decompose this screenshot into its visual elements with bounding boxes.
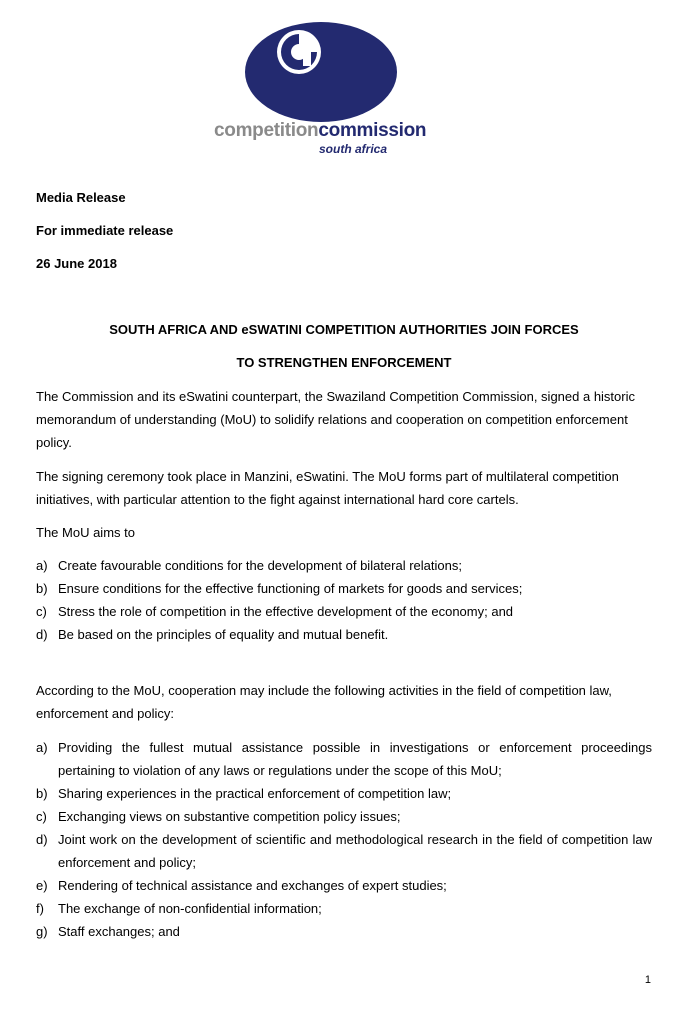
- list-item-label: c): [36, 809, 47, 824]
- immediate-release-label: For immediate release: [36, 223, 174, 238]
- list-item: [36, 736, 652, 782]
- list-item-text: Joint work on the development of scientific and methodological research in the field of competition law enforcement and policy;: [58, 832, 652, 870]
- list-item-label: b): [36, 786, 48, 801]
- list-item-label: f): [36, 901, 44, 916]
- list-item-label: g): [36, 924, 48, 939]
- list-item-label: a): [36, 558, 48, 573]
- list-item: [36, 897, 652, 920]
- media-release-label: Media Release: [36, 190, 126, 205]
- logo-subtitle: south africa: [319, 142, 388, 156]
- release-date: 26 June 2018: [36, 256, 117, 271]
- activities-list: [36, 736, 652, 943]
- list-item: [36, 782, 652, 805]
- paragraph-aims-intro: The MoU aims to: [36, 525, 135, 540]
- list-item-text: Be based on the principles of equality and mutual benefit.: [58, 627, 389, 642]
- paragraph-cooperation: According to the MoU, cooperation may include the following activities in the field of competition law, enforcement and policy:: [36, 683, 612, 721]
- logo-word-commission: commission: [318, 120, 427, 141]
- list-item-label: c): [36, 604, 47, 619]
- list-item-text: The exchange of non-confidential information;: [58, 901, 322, 916]
- list-item-label: e): [36, 878, 48, 893]
- list-item: [36, 920, 652, 943]
- list-item-text: Staff exchanges; and: [58, 924, 180, 939]
- list-item-text: Sharing experiences in the practical enforcement of competition law;: [58, 786, 452, 801]
- logo-emblem-icon: [245, 22, 397, 122]
- list-item: [36, 805, 652, 828]
- list-item: [36, 828, 652, 874]
- list-item: [36, 874, 652, 897]
- list-item: [36, 577, 652, 600]
- paragraph-intro: The Commission and its eSwatini counterpart, the Swaziland Competition Commission, signed a historic memorandum of understanding (MoU) to solidify relations and cooperation on competition enforcement policy.: [36, 389, 635, 450]
- logo-wordmark: [214, 120, 426, 142]
- page-number: 1: [644, 974, 651, 986]
- list-item-label: a): [36, 740, 48, 755]
- list-item-label: d): [36, 832, 48, 847]
- list-item-text: Ensure conditions for the effective functioning of markets for goods and services;: [58, 581, 523, 596]
- list-item: [36, 623, 652, 646]
- list-item-text: Rendering of technical assistance and exchanges of expert studies;: [58, 878, 447, 893]
- headline-line-1: SOUTH AFRICA AND eSWATINI COMPETITION AUTHORITIES JOIN FORCES: [109, 322, 579, 337]
- list-item-text: Providing the fullest mutual assistance possible in investigations or enforcement proceedings pertaining to violation of any laws or regulations under the scope of this MoU;: [58, 740, 652, 778]
- list-item-label: d): [36, 627, 48, 642]
- list-item-text: Exchanging views on substantive competition policy issues;: [58, 809, 401, 824]
- aims-list: [36, 554, 652, 646]
- list-item: [36, 554, 652, 577]
- list-item: [36, 600, 652, 623]
- paragraph-ceremony: The signing ceremony took place in Manzini, eSwatini. The MoU forms part of multilateral competition initiatives, with particular attention to the fight against international hard core cartels.: [36, 469, 619, 507]
- list-item-text: Stress the role of competition in the effective development of the economy; and: [58, 604, 514, 619]
- headline-line-2: TO STRENGTHEN ENFORCEMENT: [236, 355, 452, 370]
- list-item-text: Create favourable conditions for the development of bilateral relations;: [58, 558, 462, 573]
- logo-word-competition: competition: [214, 120, 319, 141]
- list-item-label: b): [36, 581, 48, 596]
- competition-commission-logo: [0, 0, 688, 170]
